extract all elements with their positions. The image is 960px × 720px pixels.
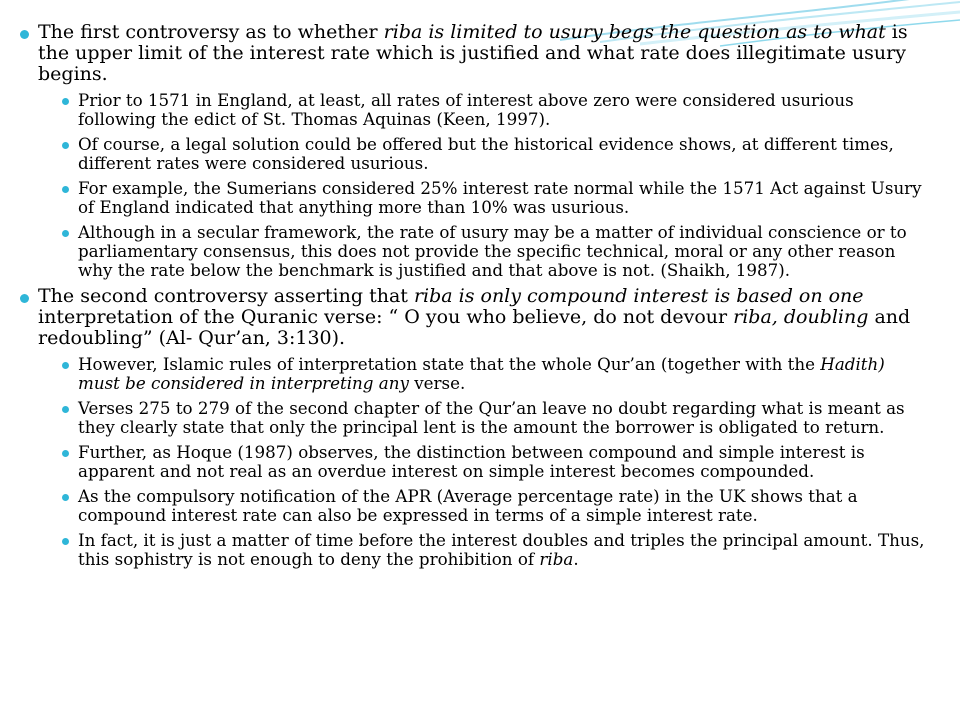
bullet-dot-icon <box>62 406 69 413</box>
text-segment: However, Islamic rules of interpretation state that the whole Qur’an (together with the <box>78 354 821 374</box>
bullet-text <box>78 222 907 280</box>
bullet-dot-icon <box>62 142 69 149</box>
bullet-text <box>78 90 854 129</box>
text-segment: The first controversy as to whether <box>38 21 384 43</box>
italic-text-segment: riba is only compound interest is based on one <box>413 285 864 307</box>
text-segment: Verses 275 to 279 of the second chapter of the Qur’an leave no doubt regarding what is meant as they clearly state that only the principal lent is the amount the borrower is obligated to return. <box>78 398 905 437</box>
italic-text-segment: riba, doubling <box>733 306 869 328</box>
bullet-text <box>38 285 910 349</box>
bullet-text <box>78 442 865 481</box>
sub-bullet-item <box>18 531 930 569</box>
italic-text-segment: riba <box>539 549 574 569</box>
slide-content <box>18 22 930 575</box>
bullet-text <box>78 178 922 217</box>
bullet-item <box>18 22 930 85</box>
sub-bullet-item <box>18 135 930 173</box>
text-segment: interpretation of the Quranic verse: “ O you who believe, do not devour <box>38 306 734 328</box>
text-segment: As the compulsory notification of the APR (Average percentage rate) in the UK shows that a compound interest rate can also be expressed in terms of a simple interest rate. <box>78 486 858 525</box>
text-segment: verse. <box>408 373 466 393</box>
bullet-text <box>78 398 905 437</box>
bullet-group <box>18 22 930 280</box>
italic-text-segment: Hadith) must be considered in interpreting any <box>78 354 885 393</box>
bullet-dot-icon <box>62 538 69 545</box>
bullet-text <box>78 486 858 525</box>
bullet-dot-icon <box>62 186 69 193</box>
sub-bullet-item <box>18 91 930 129</box>
bullet-dot-icon <box>62 98 69 105</box>
text-segment: is the upper limit of the interest rate which is justified and what rate does illegitimate usury begins. <box>38 21 908 85</box>
sub-bullet-item <box>18 487 930 525</box>
text-segment: Of course, a legal solution could be offered but the historical evidence shows, at different times, different rates were considered usurious. <box>78 134 894 173</box>
text-segment: and redoubling” (Al- Qur’an, 3:130). <box>38 306 911 349</box>
text-segment: Further, as Hoque (1987) observes, the distinction between compound and simple interest is apparent and not real as an overdue interest on simple interest becomes compounded. <box>78 442 865 481</box>
text-segment: The second controversy asserting that <box>38 285 414 307</box>
bullet-dot-icon <box>62 230 69 237</box>
text-segment: Prior to 1571 in England, at least, all rates of interest above zero were considered usurious following the edict of St. Thomas Aquinas (Keen, 1997). <box>78 90 854 129</box>
bullet-dot-icon <box>20 294 29 303</box>
sub-bullet-item <box>18 355 930 393</box>
sub-bullet-item <box>18 179 930 217</box>
text-segment: In fact, it is just a matter of time before the interest doubles and triples the principal amount. Thus, this sophistry is not enough to deny the prohibition of <box>78 530 925 569</box>
bullet-text <box>78 134 894 173</box>
sub-bullet-item <box>18 223 930 280</box>
text-segment: . <box>573 549 579 569</box>
bullet-dot-icon <box>20 30 29 39</box>
text-segment: For example, the Sumerians considered 25% interest rate normal while the 1571 Act against Usury of England indicated that anything more than 10% was usurious. <box>78 178 922 217</box>
bullet-text <box>78 530 924 569</box>
italic-text-segment: riba is limited to usury begs the question as to what <box>383 21 886 43</box>
bullet-text <box>38 21 908 85</box>
bullet-text <box>78 354 885 393</box>
text-segment: Although in a secular framework, the rate of usury may be a matter of individual conscience or to parliamentary consensus, this does not provide the specific technical, moral or any other reason why the rate below the benchmark is justified and that above is not. (Shaikh, 1987). <box>78 222 907 280</box>
bullet-dot-icon <box>62 450 69 457</box>
bullet-group <box>18 286 930 569</box>
sub-bullet-item <box>18 399 930 437</box>
sub-bullet-item <box>18 443 930 481</box>
bullet-dot-icon <box>62 362 69 369</box>
bullet-item <box>18 286 930 349</box>
bullet-dot-icon <box>62 494 69 501</box>
